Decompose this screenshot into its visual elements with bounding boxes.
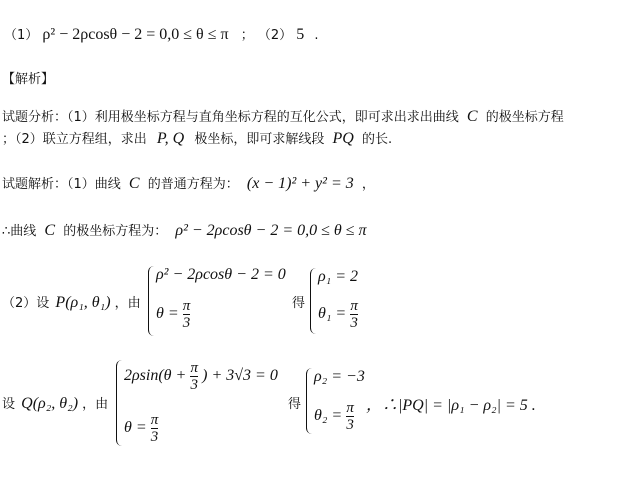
fraction-numerator: π	[350, 298, 358, 314]
answer-line	[4, 24, 319, 44]
solution-cartesian: (x − 1)² + y² = 3	[246, 175, 354, 192]
solution-intro: 试题解析：（1）曲线	[2, 177, 121, 192]
p-result2-lhs: θ₁ =	[318, 305, 347, 322]
answer-end: .	[314, 28, 319, 43]
q-system-eq1-a: 2ρsin(θ +	[124, 367, 187, 384]
p-result2	[318, 298, 358, 331]
analysis-line2-mid: 极坐标，即可求解线段	[194, 132, 325, 147]
solution-polar-prefix: ∴曲线	[2, 224, 37, 239]
pi-over-3-fraction	[183, 298, 191, 331]
q-prefix: 设	[2, 397, 16, 412]
p-result1: ρ₁ = 2	[318, 268, 359, 285]
analysis-line2	[2, 128, 392, 148]
q-de: 得	[288, 397, 302, 412]
p-system-eq2	[156, 298, 190, 331]
q-point: Q(ρ₂, θ₂)	[21, 395, 79, 412]
p-system-brace	[148, 266, 155, 336]
fraction-denominator: 3	[350, 315, 358, 331]
p-de: 得	[292, 296, 306, 311]
q-result2	[314, 400, 354, 433]
solution-curve: C	[128, 175, 140, 192]
q-system-eq2	[124, 412, 158, 445]
solution-intro-mid: 的普通方程为：	[147, 177, 239, 192]
analysis-curve: C	[466, 108, 478, 125]
answer-part1-formula: ρ² − 2ρcosθ − 2 = 0,0 ≤ θ ≤ π	[42, 26, 229, 43]
q-system-eq1-b: ) + 3√3 = 0	[202, 367, 278, 384]
pi-over-3-fraction	[151, 412, 159, 445]
pi-over-3-fraction	[346, 400, 354, 433]
answer-sep: ；	[240, 28, 254, 43]
analysis-line2-prefix: ；（2）联立方程组，求出	[2, 132, 147, 147]
analysis-line2-suffix: 的长.	[361, 132, 393, 147]
q-system-brace	[116, 360, 123, 446]
answer-part1-label: （1）	[4, 28, 39, 43]
p-intro	[2, 292, 141, 312]
q-system-eq2-lhs: θ =	[124, 419, 147, 436]
q-system-eq1	[124, 360, 278, 393]
p-prefix: （2）设	[2, 296, 50, 311]
q-intro	[2, 393, 108, 413]
fraction-numerator: π	[182, 298, 191, 314]
fraction-denominator: 3	[182, 315, 191, 331]
analysis-pq-points: P, Q	[156, 130, 185, 147]
p-system-eq2-lhs: θ =	[156, 305, 179, 322]
solution-line2	[2, 220, 367, 240]
p-point: P(ρ₁, θ₁)	[55, 294, 111, 311]
q-by: ，由	[82, 397, 109, 412]
analysis-line1	[2, 106, 564, 126]
p-by: ，由	[114, 296, 141, 311]
final-result: ，∴|PQ| = |ρ₁ − ρ₂| = 5 .	[366, 397, 536, 414]
answer-part2-value: 5	[296, 26, 305, 43]
q-result2-lhs: θ₂ =	[314, 407, 343, 424]
solution-polar-curve: C	[44, 222, 56, 239]
pi-over-3-fraction	[190, 360, 198, 393]
q-result-brace	[306, 368, 313, 434]
analysis-line1-prefix: 试题分析：（1）利用极坐标方程与直角坐标方程的互化公式，即可求出求出曲线	[2, 110, 459, 125]
analysis-line1-suffix: 的极坐标方程	[485, 110, 564, 125]
q-result1: ρ₂ = −3	[314, 368, 365, 385]
fraction-denominator: 3	[150, 429, 159, 445]
fraction-numerator: π	[150, 412, 159, 428]
solution-polar-eq: ρ² − 2ρcosθ − 2 = 0,0 ≤ θ ≤ π	[175, 222, 367, 239]
analysis-segment: PQ	[332, 130, 354, 147]
jiexi-heading: 【解析】	[2, 72, 55, 87]
fraction-denominator: 3	[346, 417, 354, 433]
pi-over-3-fraction	[350, 298, 358, 331]
fraction-numerator: π	[346, 400, 354, 416]
solution-polar-mid: 的极坐标方程为：	[63, 224, 168, 239]
solution-intro-end: ，	[361, 177, 375, 192]
solution-line1	[2, 173, 375, 193]
fraction-numerator: π	[190, 360, 198, 376]
fraction-denominator: 3	[190, 377, 198, 393]
p-system-eq1: ρ² − 2ρcosθ − 2 = 0	[156, 266, 286, 283]
answer-part2-label: （2）	[257, 28, 293, 43]
p-result-brace	[310, 268, 317, 334]
